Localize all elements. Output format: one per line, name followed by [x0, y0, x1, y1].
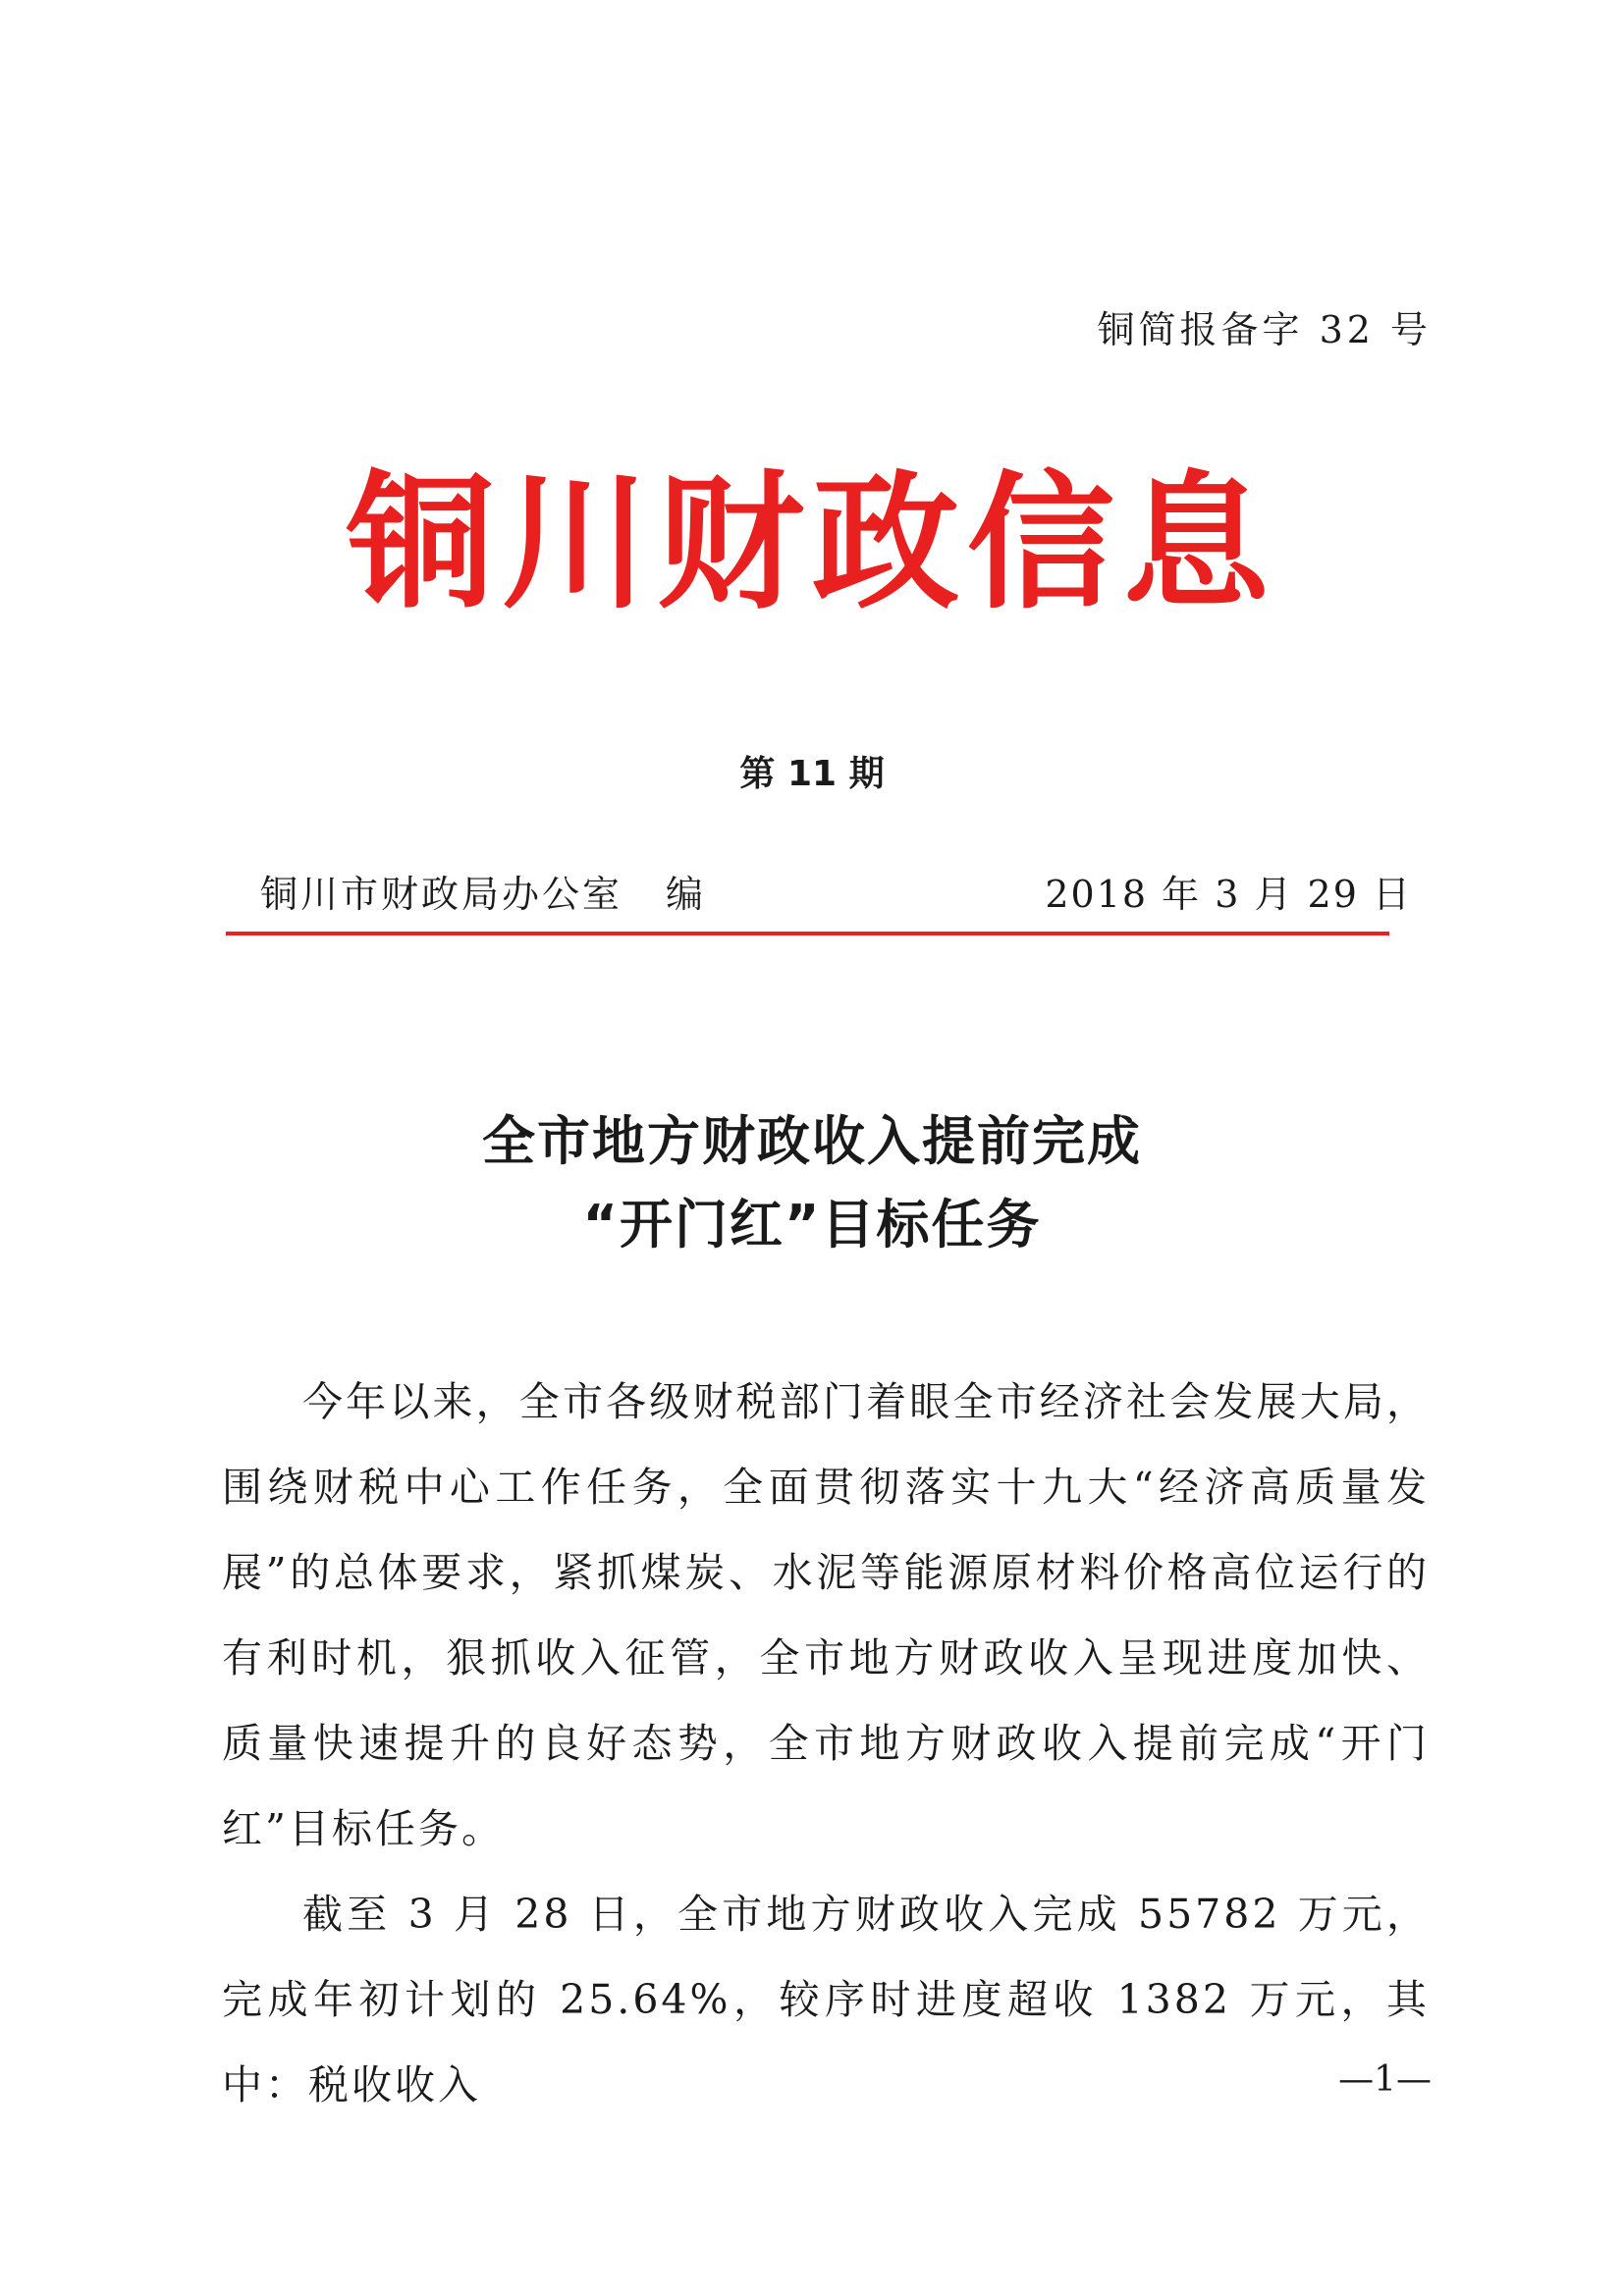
red-divider-line	[226, 932, 1389, 935]
page-number: —1—	[1338, 2059, 1432, 2100]
document-number: 铜简报备字 32 号	[1097, 308, 1432, 351]
issuer-name: 铜川市财政局办公室	[260, 873, 623, 916]
article-body	[222, 1360, 1430, 2128]
article-title-line-2: “开门红”目标任务	[582, 1194, 1042, 1255]
issuer-line	[260, 864, 706, 918]
article-title	[0, 1099, 1624, 1266]
article-title-line-1: 全市地方财政收入提前完成	[482, 1110, 1142, 1172]
issuer-suffix: 编	[666, 873, 707, 916]
issue-number: 第 11 期	[739, 754, 885, 794]
issue-date: 2018 年 3 月 29 日	[1045, 873, 1412, 916]
masthead-title: 铜川财政信息	[346, 456, 1277, 629]
body-paragraph: 今年以来，全市各级财税部门着眼全市经济社会发展大局，围绕财税中心工作任务，全面贯彻落实十九大“经济高质量发展”的总体要求，紧抓煤炭、水泥等能源原材料价格高位运行的有利时机，狠抓收入征管，全市地方财政收入呈现进度加快、质量快速提升的良好态势，全市地方财政收入提前完成“开门红”目标任务。	[222, 1378, 1430, 1852]
body-paragraph: 截至 3 月 28 日，全市地方财政收入完成 55782 万元，完成年初计划的 25.64%，较序时进度超收 1382 万元，其中：税收收入	[222, 1891, 1430, 2109]
